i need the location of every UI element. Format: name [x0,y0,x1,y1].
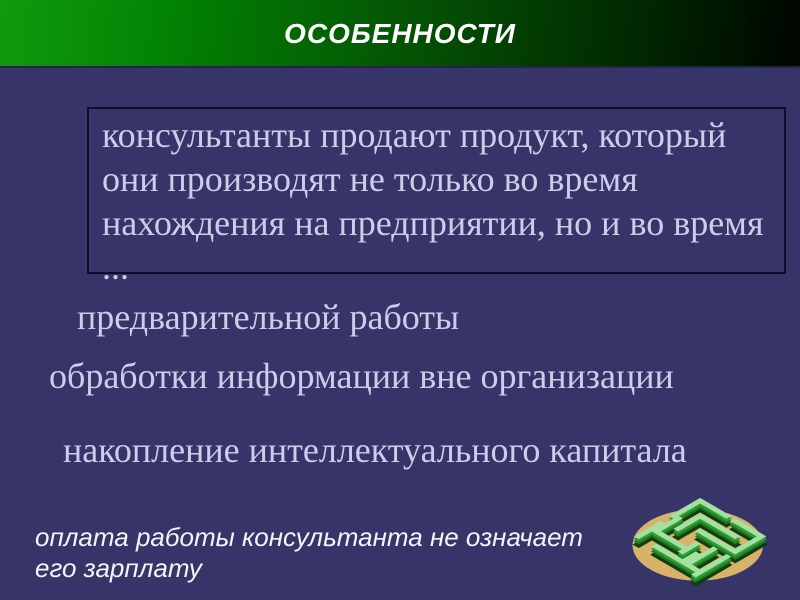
footer-note [35,522,675,584]
quote-line: консультанты продают продукт, который [102,115,727,155]
point-item: накопление интеллектуального капитала [63,430,687,470]
point-item: обработки информации вне организации [49,356,674,396]
quote-line: нахождения на предприятии, но и во время [102,203,764,243]
point-item: предварительной работы [77,297,460,337]
maze-logo-icon [622,492,796,594]
quote-line-ellipsis: ... [102,247,129,287]
page-title: ОСОБЕННОСТИ [284,18,516,49]
footer-note-line: его зарплату [35,553,202,583]
footer-note-line: оплата работы консультанта не означает [35,522,583,552]
quote-line: они производят не только во время [102,159,638,199]
quote-box [87,107,786,287]
